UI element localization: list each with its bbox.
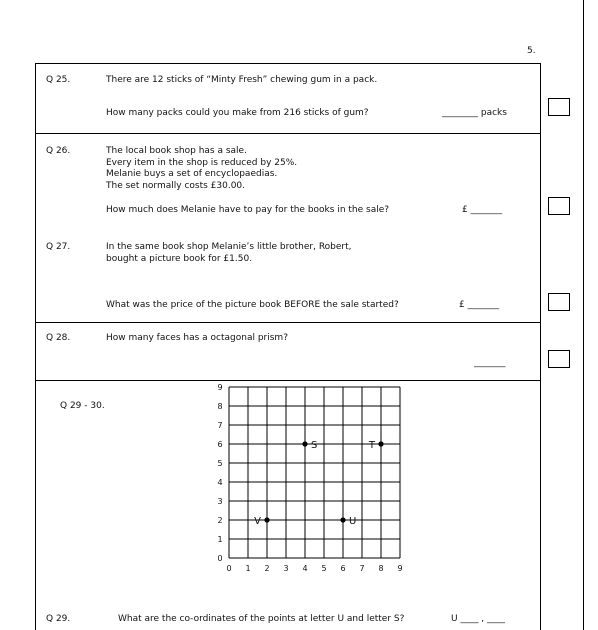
y-tick-label: 0	[217, 554, 223, 563]
frame-top-border	[35, 63, 541, 64]
q27-line2: bought a picture book for £1.50.	[106, 254, 253, 264]
frame-right-border	[540, 63, 541, 630]
mark-box-q28[interactable]	[548, 350, 570, 368]
q28-number: Q 28.	[46, 333, 71, 343]
q25-question: How many packs could you make from 216 sticks of gum?	[106, 108, 369, 118]
q29-answer: U ____ , ____	[451, 614, 506, 624]
point-v	[264, 517, 269, 522]
x-tick-label: 2	[264, 564, 270, 573]
y-tick-label: 5	[217, 459, 223, 468]
page-number: 5.	[527, 46, 536, 56]
divider-q28-q29	[35, 380, 541, 381]
point-label-v: V	[254, 516, 261, 527]
margin-line	[583, 0, 584, 630]
q29-question: What are the co-ordinates of the points at letter U and letter S?	[118, 614, 405, 624]
q29-number: Q 29.	[46, 614, 71, 624]
q29-30-label: Q 29 - 30.	[60, 401, 105, 411]
x-tick-label: 1	[245, 564, 251, 573]
x-tick-label: 0	[226, 564, 232, 573]
x-tick-label: 8	[378, 564, 384, 573]
x-tick-label: 3	[283, 564, 289, 573]
q26-line1: The local book shop has a sale.	[106, 146, 247, 156]
q26-number: Q 26.	[46, 146, 71, 156]
x-tick-label: 6	[340, 564, 346, 573]
q26-answer: £ _______	[462, 205, 503, 215]
y-tick-label: 2	[217, 516, 223, 525]
point-label-s: S	[311, 440, 318, 451]
q27-answer: £ _______	[459, 300, 500, 310]
x-tick-label: 7	[359, 564, 365, 573]
y-tick-label: 7	[217, 421, 223, 430]
q25-answer: ________ packs	[442, 108, 507, 118]
mark-box-q27[interactable]	[548, 293, 570, 311]
y-tick-label: 3	[217, 497, 223, 506]
y-tick-label: 6	[217, 440, 223, 449]
x-tick-label: 4	[302, 564, 308, 573]
q26-line2: Every item in the shop is reduced by 25%.	[106, 158, 298, 168]
point-s	[302, 441, 307, 446]
y-tick-label: 4	[217, 478, 223, 487]
q25-number: Q 25.	[46, 75, 71, 85]
point-t	[378, 441, 383, 446]
q26-line3: Melanie buys a set of encyclopaedias.	[106, 169, 278, 179]
x-tick-label: 9	[397, 564, 403, 573]
y-tick-label: 9	[217, 383, 223, 392]
divider-q27-q28	[35, 322, 541, 323]
mark-box-q26[interactable]	[548, 197, 570, 215]
point-u	[340, 517, 345, 522]
coordinate-grid	[210, 383, 410, 585]
divider-q25-q26	[35, 133, 541, 134]
q27-question: What was the price of the picture book BEFORE the sale started?	[106, 300, 399, 310]
y-tick-label: 8	[217, 402, 223, 411]
q28-question: How many faces has a octagonal prism?	[106, 333, 288, 343]
mark-box-q25[interactable]	[548, 98, 570, 116]
y-tick-label: 1	[217, 535, 223, 544]
point-label-u: U	[349, 516, 357, 527]
q27-number: Q 27.	[46, 242, 71, 252]
x-tick-label: 5	[321, 564, 327, 573]
q25-line1: There are 12 sticks of “Minty Fresh” chewing gum in a pack.	[106, 75, 378, 85]
q26-question: How much does Melanie have to pay for the books in the sale?	[106, 205, 390, 215]
point-label-t: T	[368, 440, 375, 451]
q26-line4: The set normally costs £30.00.	[106, 181, 246, 191]
q27-line1: In the same book shop Melanie’s little brother, Robert,	[106, 242, 352, 252]
q28-answer: _______	[474, 358, 506, 368]
frame-left-border	[35, 63, 36, 630]
